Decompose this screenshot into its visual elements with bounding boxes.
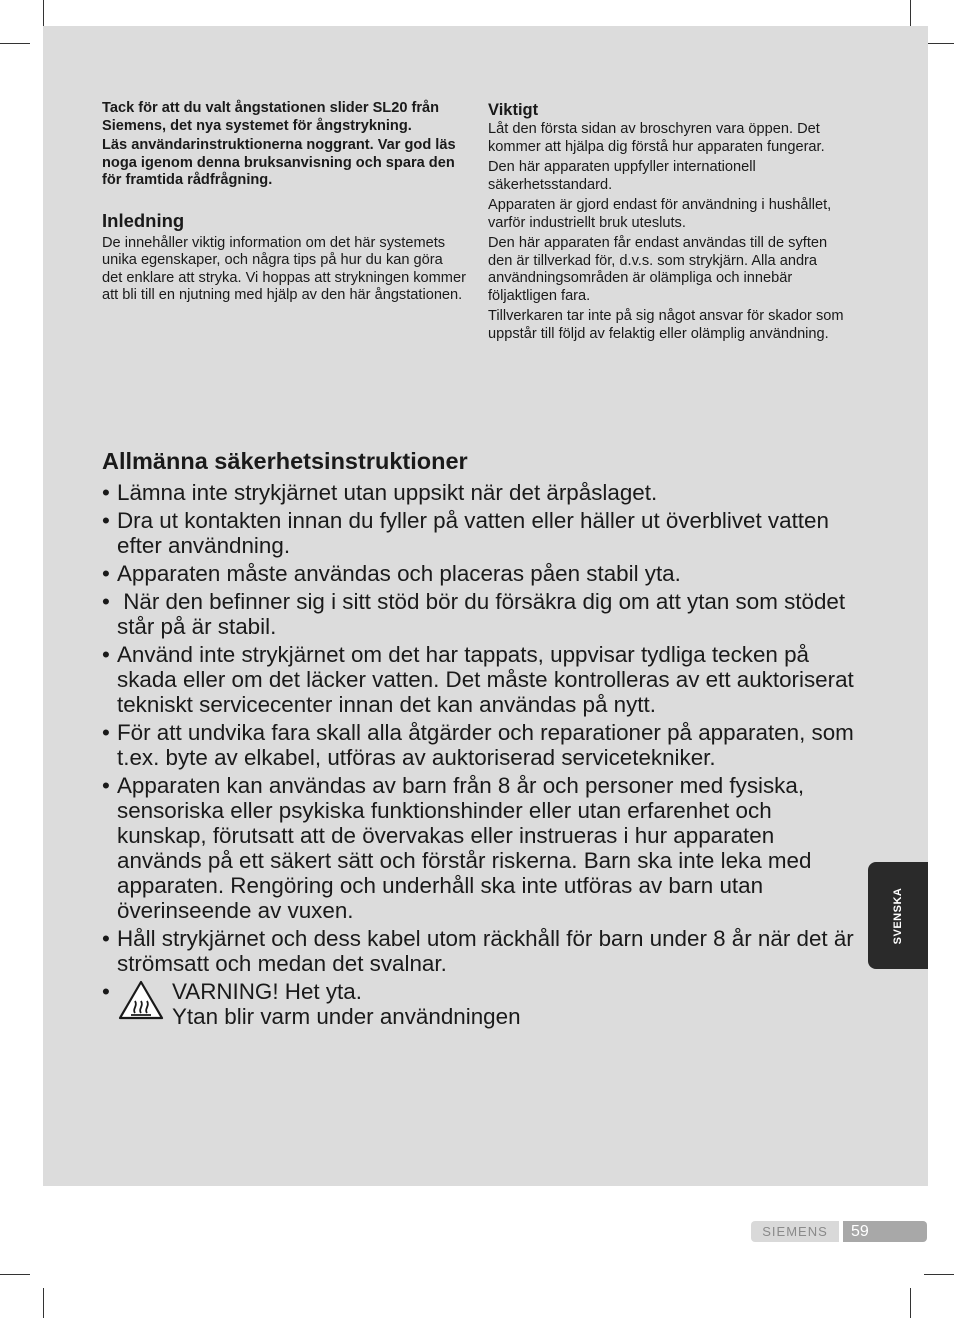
- crop-mark: [43, 1288, 44, 1318]
- safety-item-text: Apparaten kan användas av barn från 8 år och personer med fysiska, sensoriska eller psykiska funktionshinder eller utan erfarenhet och kunskap, förutsatt att de övervakas eller instrueras i hur apparaten används på ett säkert sätt och förstår riskerna. Barn ska inte leka med apparaten. Rengöring och underhåll ska inte utföras av barn utan överinseende av vuxen.: [117, 773, 812, 923]
- intro-heading: Inledning: [102, 209, 185, 231]
- bullet: •: [102, 773, 110, 798]
- hot-surface-warning-icon: [117, 979, 165, 1021]
- important-paragraph: Låt den första sidan av broschyren vara öppen. Det kommer att hjälpa dig förstå hur apparaten fungerar.: [488, 121, 825, 155]
- crop-mark: [0, 1274, 30, 1275]
- important-heading: Viktigt: [488, 101, 539, 119]
- bullet: •: [102, 508, 110, 533]
- crop-mark: [924, 43, 954, 44]
- language-tab-label: SVENSKA: [892, 887, 904, 944]
- page-number: 59: [843, 1221, 927, 1242]
- safety-item-text: Använd inte strykjärnet om det har tappats, uppvisar tydliga tecken på skada eller om det läcker vatten. Det måste kontrolleras av ett auktoriserat tekniskt servicecenter innan det kan användas på nytt.: [117, 642, 854, 717]
- safety-item-text: När den befinner sig i sitt stöd bör du försäkra dig om att ytan som stödet står på är stabil.: [117, 589, 852, 639]
- crop-mark: [910, 1288, 911, 1318]
- intro-column: [102, 100, 467, 305]
- safety-item-text: Håll strykjärnet och dess kabel utom räckhåll för barn under 8 år när det är strömsatt och medan det svalnar.: [117, 926, 854, 976]
- safety-item-text: För att undvika fara skall alla åtgärder och reparationer på apparaten, som t.ex. byte av elkabel, utföras av auktoriserad servicetekniker.: [117, 720, 854, 770]
- crop-mark: [924, 1274, 954, 1275]
- safety-item: [102, 720, 862, 770]
- safety-item: [102, 642, 862, 717]
- bullet: •: [102, 480, 110, 505]
- bullet: •: [102, 589, 110, 614]
- bullet: •: [102, 926, 110, 951]
- important-column: [488, 100, 848, 346]
- bullet: •: [102, 720, 110, 745]
- safety-item: [102, 480, 862, 505]
- safety-item-text: Dra ut kontakten innan du fyller på vatten eller häller ut överblivet vatten efter användning.: [117, 508, 829, 558]
- safety-item: [102, 508, 862, 558]
- warning-title: VARNING! Het yta.: [172, 979, 362, 1004]
- bullet: •: [102, 561, 110, 586]
- warning-text: Ytan blir varm under användningen: [172, 1004, 521, 1029]
- crop-mark: [0, 43, 30, 44]
- warning-item: [102, 979, 862, 1029]
- footer-brand: SIEMENS: [751, 1221, 839, 1242]
- important-paragraph: Apparaten är gjord endast för användning i hushållet, varför industriellt bruk utesluts.: [488, 197, 832, 231]
- language-tab: [868, 862, 928, 969]
- important-paragraph: Den här apparaten uppfyller internationell säkerhetsstandard.: [488, 159, 756, 193]
- important-paragraph: Den här apparaten får endast användas till de syften den är tillverkad för, d.v.s. som strykjärn. Alla andra användningsområden är olämpliga och innebär följaktligen fara.: [488, 235, 828, 304]
- intro-thanks: Tack för att du valt ångstationen slider SL20 från Siemens, det nya systemet för ångstrykning.: [102, 100, 440, 134]
- bullet: •: [102, 642, 110, 667]
- intro-text: De innehåller viktig information om det här systemets unika egenskaper, och några tips på hur du kan göra det enklare att stryka. Vi hoppas att strykningen kommer att bli till en njutning med hjälp av den här ångstationen.: [102, 234, 466, 303]
- intro-read-instructions: Läs användarinstruktionerna noggrant. Var god läs noga igenom denna bruksanvisning och spara den för framtida rådfrågning.: [102, 137, 456, 188]
- safety-item: [102, 561, 862, 586]
- safety-item: [102, 926, 862, 976]
- safety-item: [102, 773, 862, 923]
- important-paragraph: Tillverkaren tar inte på sig något ansvar för skador som uppstår till följd av felaktig eller olämplig användning.: [488, 308, 844, 342]
- bullet: •: [102, 979, 110, 1004]
- safety-heading: Allmänna säkerhetsinstruktioner: [102, 448, 468, 474]
- safety-item-text: Lämna inte strykjärnet utan uppsikt när det ärpåslaget.: [117, 480, 658, 505]
- safety-item: [102, 589, 862, 639]
- safety-item-text: Apparaten måste användas och placeras påen stabil yta.: [117, 561, 681, 586]
- safety-section: [102, 446, 862, 1029]
